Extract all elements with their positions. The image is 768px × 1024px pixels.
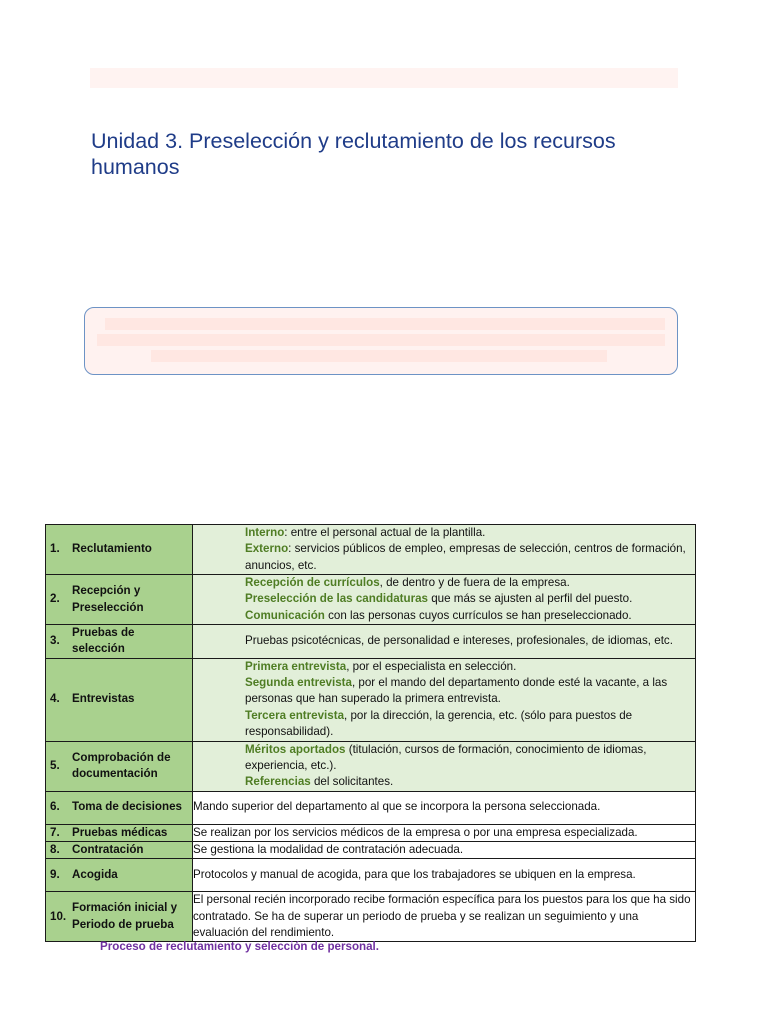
keyword: Preselección de las candidaturas [245, 592, 429, 606]
page-title: Unidad 3. Preselección y reclutamiento de los recursos humanos [91, 129, 616, 179]
step-label: Entrevistas [72, 692, 135, 706]
description-line [245, 659, 695, 675]
step-cell [46, 625, 193, 659]
step-label: Pruebas de selección [72, 626, 135, 656]
description-text: del solicitantes. [310, 775, 394, 789]
description-line [245, 774, 695, 790]
description-text: , de dentro y de fuera de la empresa. [379, 576, 570, 590]
description-text: : servicios públicos de empleo, empresas de selección, centros de formación, anuncios, etc. [245, 542, 686, 572]
description-text: , por el especialista en selección. [346, 659, 517, 673]
keyword: Comunicación [245, 608, 325, 622]
keyword: Primera entrevista [245, 659, 347, 673]
table-row [46, 841, 696, 858]
step-label: Recepción y Preselección [72, 584, 144, 614]
step-number: 5. [50, 758, 60, 772]
table-row [46, 575, 696, 625]
step-description: Mando superior del departamento al que se incorpora la persona seleccionada. [193, 791, 696, 824]
description-line [245, 708, 695, 741]
step-label: Reclutamiento [72, 542, 152, 556]
table-row [46, 741, 696, 791]
step-cell [46, 741, 193, 791]
step-description [193, 625, 696, 659]
description-text: , por el mando del departamento donde esté la vacante, a las personas que han superado la primera entrevista. [245, 676, 668, 706]
description-line [245, 608, 695, 624]
keyword: Tercera entrevista [245, 708, 345, 722]
step-cell [46, 841, 193, 858]
note-box [84, 307, 678, 375]
step-cell [46, 575, 193, 625]
keyword: Méritos aportados [245, 742, 346, 756]
description-text: : entre el personal actual de la plantilla. [284, 526, 486, 540]
table-row [46, 892, 696, 942]
description-line [245, 525, 695, 541]
step-cell [46, 525, 193, 575]
step-cell [46, 859, 193, 892]
description-line [245, 591, 695, 607]
description-line [245, 541, 695, 574]
description-text: que más se ajusten al perfil del puesto. [428, 592, 633, 606]
step-description [193, 658, 696, 741]
description-line [245, 675, 695, 708]
step-description [193, 575, 696, 625]
table-row [46, 658, 696, 741]
note-line [151, 350, 607, 362]
table-row [46, 791, 696, 824]
step-number: 3. [50, 634, 60, 648]
description-line [245, 575, 695, 591]
step-number: 7. [50, 825, 60, 839]
step-cell [46, 658, 193, 741]
step-number: 8. [50, 842, 60, 856]
keyword: Referencias [245, 775, 311, 789]
step-description: El personal recién incorporado recibe formación específica para los puestos para los que ha sido contratado. Se ha de superar un periodo de prueba y se realizan un seguimiento y una evaluación del rendimiento. [193, 892, 696, 942]
header-band [90, 68, 678, 88]
step-cell [46, 791, 193, 824]
table-row [46, 625, 696, 659]
description-line [245, 742, 695, 775]
table-row [46, 525, 696, 575]
step-description [193, 741, 696, 791]
table-caption: Proceso de reclutamiento y selección de personal. [100, 940, 379, 953]
step-description: Protocolos y manual de acogida, para que los trabajadores se ubiquen en la empresa. [193, 859, 696, 892]
step-label: Acogida [72, 868, 118, 882]
step-label: Pruebas médicas [72, 825, 168, 839]
step-number: 1. [50, 542, 60, 556]
step-label: Formación inicial y Periodo de prueba [72, 901, 178, 931]
description-text: con las personas cuyos currículos se han preseleccionado. [324, 608, 632, 622]
step-label: Comprobación de documentación [72, 750, 171, 781]
step-description: Se realizan por los servicios médicos de la empresa o por una empresa especializada. [193, 824, 696, 841]
keyword: Interno [245, 526, 285, 540]
table-row [46, 859, 696, 892]
step-number: 4. [50, 692, 60, 706]
step-cell [46, 892, 193, 942]
step-number: 10. [50, 909, 67, 923]
keyword: Recepción de currículos [245, 576, 380, 590]
keyword: Externo [245, 542, 289, 556]
keyword: Segunda entrevista [245, 676, 352, 690]
description-line [245, 633, 695, 649]
step-cell [46, 824, 193, 841]
step-number: 9. [50, 868, 60, 882]
step-description: Se gestiona la modalidad de contratación adecuada. [193, 841, 696, 858]
description-text: Pruebas psicotécnicas, de personalidad e intereses, profesionales, de idiomas, etc. [245, 634, 673, 648]
step-description [193, 525, 696, 575]
step-number: 2. [50, 592, 60, 606]
step-number: 6. [50, 800, 60, 814]
note-line [97, 334, 665, 346]
step-label: Toma de decisiones [72, 800, 182, 814]
description-text: , por la dirección, la gerencia, etc. (sólo para puestos de responsabilidad). [245, 708, 633, 739]
table-row [46, 824, 696, 841]
description-text: (titulación, cursos de formación, conocimiento de idiomas, experiencia, etc.). [245, 742, 647, 772]
note-line [105, 318, 665, 330]
step-label: Contratación [72, 842, 144, 856]
process-table [45, 524, 696, 942]
